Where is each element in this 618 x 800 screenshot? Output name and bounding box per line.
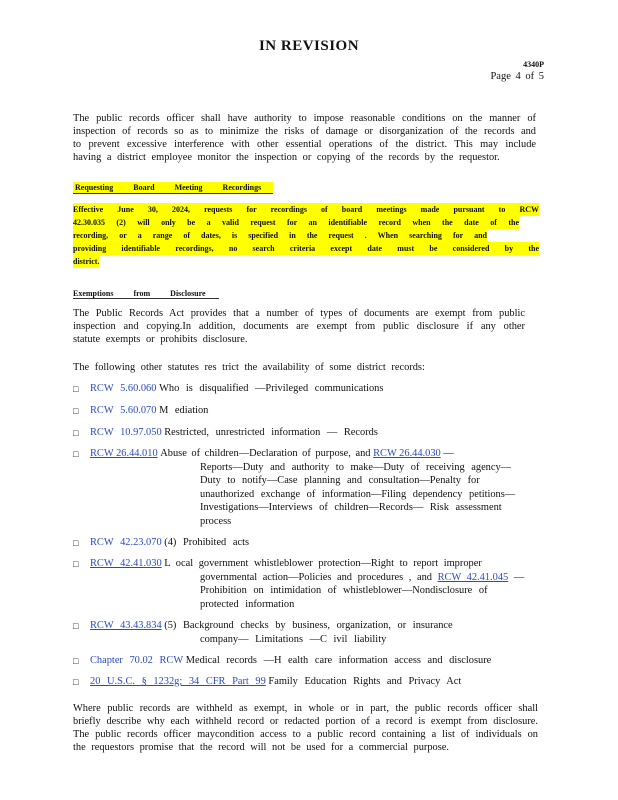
statute-text: Family Education Rights and Privacy Act <box>268 676 462 687</box>
board-recordings-heading: Requesting Board Meeting Recordings <box>73 182 273 194</box>
statute-continuation: process <box>200 515 232 527</box>
exemptions-heading: Exemptions from Disclosure <box>73 289 219 299</box>
board-recordings-line: providing identifiable recordings, no search criteria except date must be considered by the <box>73 244 539 253</box>
statute-continuation: unauthorized exchange of information—Filing dependency petitions— <box>200 488 516 500</box>
statute-continuation: Prohibition on intimidation of whistleblower—Nondisclosure of <box>200 585 488 596</box>
statute-link-secondary[interactable]: RCW 26.44.030 <box>373 448 441 459</box>
statute-link[interactable]: Chapter 70.02 RCW <box>90 655 184 666</box>
statute-link[interactable]: RCW 10.97.050 <box>90 427 162 438</box>
statutes-intro: The following other statutes res trict the availability of some district records: <box>73 362 425 373</box>
page-number: Page 4 of 5 <box>490 71 544 82</box>
checkbox-icon: □ <box>73 406 79 416</box>
statute-continuation: Duty to notify—Case planning and consultation—Penalty for <box>200 475 480 486</box>
statute-text: Restricted, unrestricted information — Records <box>164 427 378 438</box>
statute-continuation: Investigations—Interviews of children—Records— Risk assessment <box>200 502 502 513</box>
statute-text: (5) Background checks by business, organization, or insurance <box>164 620 453 631</box>
statute-continuation: governmental action—Policies and procedures , and <box>200 571 432 583</box>
statute-continuation: company— Limitations —C ivil liability <box>200 633 387 645</box>
board-recordings-line: Effective June 30, 2024, requests for recordings of board meetings made pursuant to RCW <box>73 205 539 214</box>
statute-text: (4) Prohibited acts <box>164 537 250 548</box>
board-recordings-line: 42.30.035 (2) will only be a valid request for an identifiable record when the date of the <box>73 218 519 227</box>
statute-text: Who is disqualified —Privileged communications <box>159 383 384 394</box>
board-recordings-line: recording, or a range of dates, is specified in the request . When searching for and <box>73 231 487 240</box>
statute-link-secondary[interactable]: RCW 42.41.045 <box>437 571 509 583</box>
statute-text: — <box>443 448 454 459</box>
statute-text: Abuse of children—Declaration of purpose, and <box>160 448 371 459</box>
statute-link[interactable]: RCW 43.43.834 <box>90 620 162 631</box>
intro-paragraph: The public records officer shall have authority to impose reasonable conditions on the manner of inspection of records so as to minimize the risks of damage or disorganization of the records and to prevent excessive interference with other essential operations of the district. This may include having a district employee monitor the inspection or copying of the records by the requestor. <box>73 113 536 163</box>
checkbox-icon: □ <box>73 656 79 666</box>
checkbox-icon: □ <box>73 559 79 569</box>
statute-text: Medical records —H ealth care information access and disclosure <box>185 655 492 666</box>
checkbox-icon: □ <box>73 538 79 548</box>
statute-link[interactable]: RCW 5.60.070 <box>90 405 157 416</box>
statute-text: M ediation <box>159 405 209 416</box>
policy-number: 4340P <box>523 60 544 69</box>
checkbox-icon: □ <box>73 384 79 394</box>
board-recordings-body <box>73 203 539 268</box>
statute-link[interactable]: RCW 26.44.010 <box>90 448 158 459</box>
checkbox-icon: □ <box>73 449 79 459</box>
closing-paragraph: Where public records are withheld as exempt, in whole or in part, the public records officer shall briefly describe why each withheld record or redacted portion of a record is exempt from disclosure. The public records officer maycondition access to a public record containing a list of individuals on the requestors promise that the record will not be used for a commercial purpose. <box>73 703 538 753</box>
checkbox-icon: □ <box>73 428 79 438</box>
statute-text: L ocal government whistleblower protection—Right to report improper <box>164 558 482 569</box>
statute-link[interactable]: RCW 42.23.070 <box>90 537 162 548</box>
document-page: IN REVISION 4340P Page 4 of 5 The public records officer shall have authority to impose reasonable conditions on the manner of inspection of records so as to minimize the risks of damage or disorganization of the records and to prevent excessive interference with other essential operations of the district. This may include having a district employee monitor the inspection or copying of the records by the requestor. Requesting Board Meeting Recordings Effective June 30, 2024, requests for recordings of board meetings made pursuant to RCW 42.30.035 (2) will only be a valid request for an identifiable record when the date of the recording, or a range of dates, is specified in the request . When searching for and providing identifiable recordings, no search criteria except date must be considered by the district. Exemptions from Disclosure The Public Records Act provides that a number of types of documents are exempt from public inspection and copying.In addition, documents are exempt from public disclosure if any other statute exempts or prohibits disclosure. The following other statutes res trict the availability of some district records: □ RCW 5.60.060 Who is disqualified —Privileged communications □ RCW 5.60.070 M ediation □ RCW 10.97.050 Restricted, unrestricted information — Records □ RCW 26.44.010 Abuse of children—Declaration of purpose, and RCW 26.44.030 — Reports—Duty and authority to make—Duty of receiving agency— Duty to notify—Case planning and consultation—Penalty for unauthorized exchange of information—Filing dependency petitions— Investigations—Interviews of children—Records— Risk assessment process □ RCW 42.23.070 (4) Prohibited acts □ RCW 42.41.030 L ocal government whistleblower protection—Right to report improper governmental action—Policies and procedures , and RCW 42.41.045 — Prohibition on intimidation of whistleblower—Nondisclosure of protected information □ RCW 43.43.834 (5) Background checks by business, organization, or insurance company— Limitations —C ivil liability □ Chapter 70.02 RCW Medical records —H ealth care information access and disclosure □ 20 U.S.C. § 1232g; 34 CFR Part 99 Family Education Rights and Privacy Act Where public records are withheld as exempt, in whole or in part, the public records officer shall briefly describe why each withheld record or redacted portion of a record is exempt from disclosure. The public records officer maycondition access to a public record containing a list of individuals on the requestors promise that the record will not be used for a commercial purpose. <box>0 0 618 800</box>
checkbox-icon: □ <box>73 621 79 631</box>
statute-link[interactable]: RCW 42.41.030 <box>90 558 162 569</box>
statute-continuation: Reports—Duty and authority to make—Duty of receiving agency— <box>200 461 512 473</box>
checkbox-icon: □ <box>73 677 79 687</box>
statute-continuation: protected information <box>200 598 295 610</box>
exemptions-paragraph: The Public Records Act provides that a number of types of documents are exempt from public inspection and copying.In addition, documents are exempt from public disclosure if any other statute exempts or prohibits disclosure. <box>73 308 525 345</box>
statute-link[interactable]: RCW 5.60.060 <box>90 383 157 394</box>
board-recordings-line: district. <box>73 257 100 266</box>
revision-banner: IN REVISION <box>258 38 360 54</box>
statute-link[interactable]: 20 U.S.C. § 1232g; 34 CFR Part 99 <box>90 676 266 687</box>
